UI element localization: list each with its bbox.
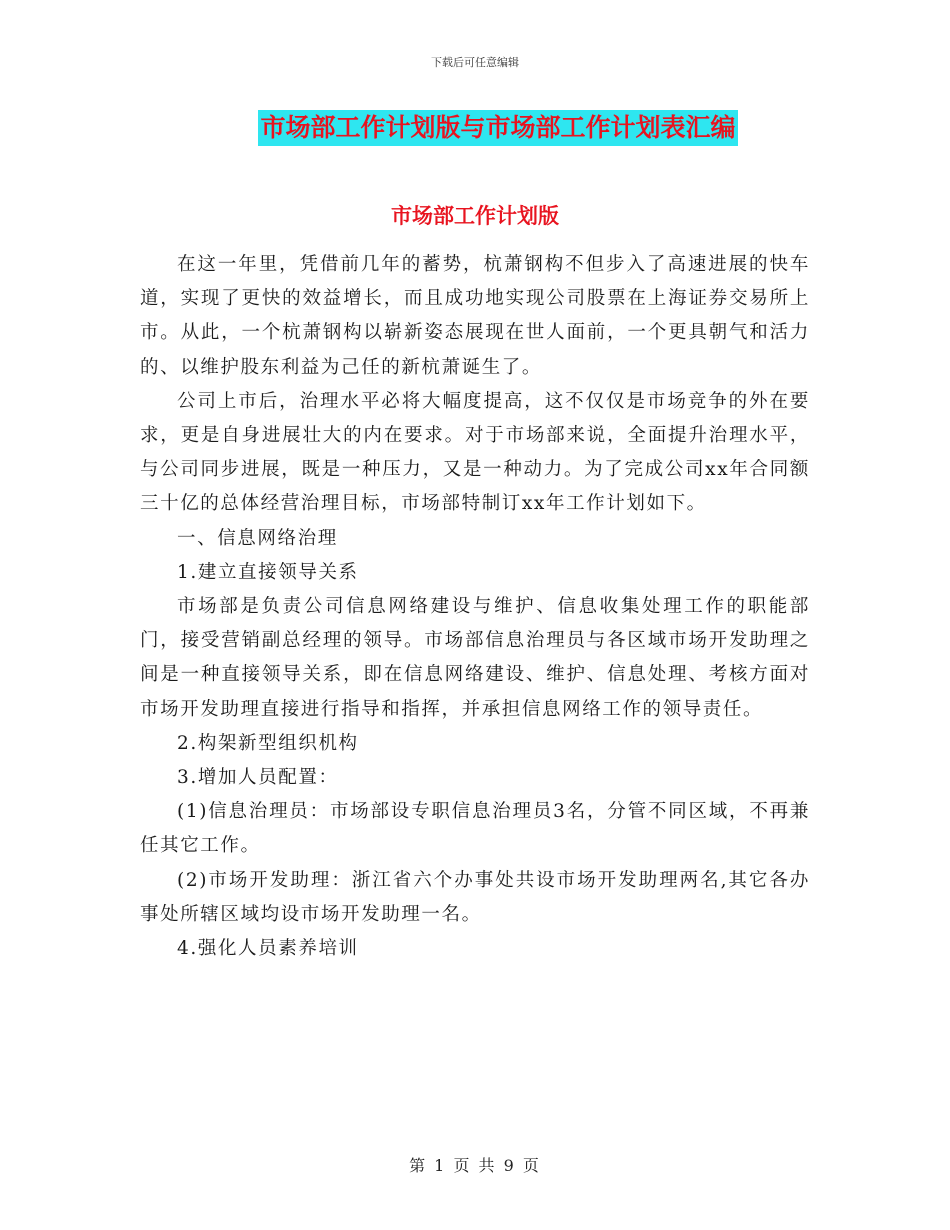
- item-market-assistant: (2)市场开发助理：浙江省六个办事处共设市场开发助理两名,其它各办事处所辖区域均设市场开发助理一名。: [140, 869, 810, 925]
- item-staffing: 3.增加人员配置：: [177, 767, 339, 789]
- heading-info-network: 一、信息网络治理: [177, 527, 338, 549]
- header-note: 下载后可任意编辑: [431, 56, 519, 69]
- item-info-manager: (1)信息治理员：市场部设专职信息治理员3名，分管不同区域，不再兼任其它工作。: [140, 801, 810, 857]
- paragraph-intro: 在这一年里，凭借前几年的蓄势，杭萧钢构不但步入了高速进展的快车道，实现了更快的效益增长，而且成功地实现公司股票在上海证券交易所上市。从此，一个杭萧钢构以崭新姿态展现在世人面前，一个更具朝气和活力的、以维护股东利益为己任的新杭萧诞生了。: [140, 254, 810, 378]
- item-training: 4.强化人员素养培训: [177, 938, 359, 960]
- main-title: 市场部工作计划版与市场部工作计划表汇编: [258, 110, 737, 146]
- paragraph-market-dept: 市场部是负责公司信息网络建设与维护、信息收集处理工作的职能部门，接受营销副总经理的领导。市场部信息治理员与各区域市场开发助理之间是一种直接领导关系，即在信息网络建设、维护、信息处理、考核方面对市场开发助理直接进行指导和指挥，并承担信息网络工作的领导责任。: [140, 596, 810, 720]
- main-title-container: [0, 110, 950, 146]
- page-footer: 第 1 页 共 9 页: [409, 1156, 541, 1175]
- section-title: 市场部工作计划版: [391, 204, 559, 228]
- paragraph-listing: 公司上市后，治理水平必将大幅度提高，这不仅仅是市场竞争的外在要求，更是自身进展壮大的内在要求。对于市场部来说，全面提升治理水平，与公司同步进展，既是一种压力，又是一种动力。为了完成公司xx年合同额三十亿的总体经营治理目标，市场部特制订xx年工作计划如下。: [140, 390, 810, 515]
- item-organization: 2.构架新型组织机构: [177, 732, 359, 754]
- item-leadership: 1.建立直接领导关系: [177, 561, 359, 583]
- body-content: [140, 248, 810, 966]
